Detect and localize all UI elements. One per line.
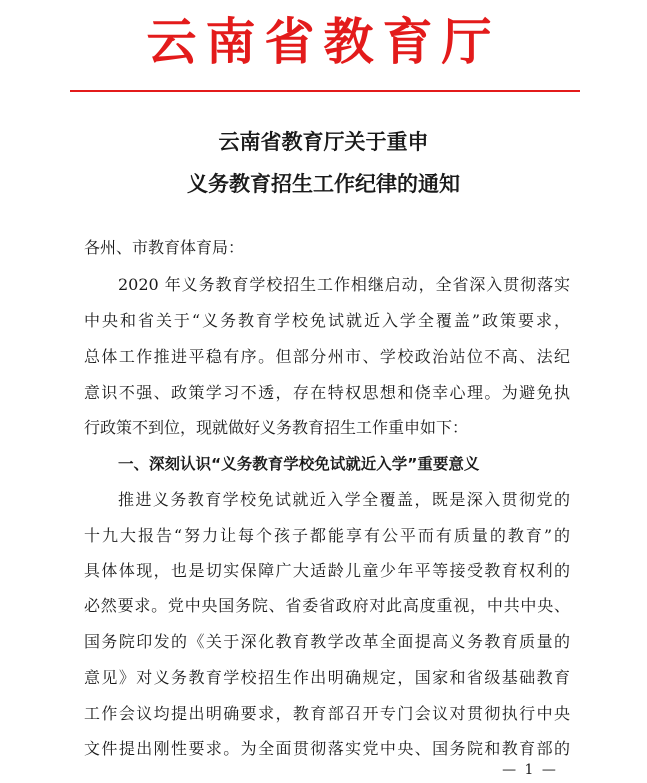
section-1-heading: 一、深刻认识“义务教育学校免试就近入学”重要意义	[118, 455, 480, 473]
red-separator-line	[70, 90, 580, 92]
paragraph-1-line: 总体工作推进平稳有序。但部分州市、学校政治站位不高、法纪	[84, 347, 570, 366]
paragraph-1-line: 意识不强、政策学习不透，存在特权思想和侥幸心理。为避免执	[84, 383, 570, 402]
paragraph-2-line: 必然要求。党中央国务院、省委省政府对此高度重视，中共中央、	[84, 596, 570, 615]
paragraph-2-line: 十九大报告“努力让每个孩子都能享有公平而有质量的教育”的	[84, 526, 570, 545]
paragraph-2-line: 国务院印发的《关于深化教育教学改革全面提高义务教育质量的	[84, 632, 570, 651]
document-title-line-1: 云南省教育厅关于重申	[218, 129, 429, 154]
paragraph-2-line: 推进义务教育学校免试就近入学全覆盖，既是深入贯彻党的	[118, 490, 570, 509]
document-title-line-2: 义务教育招生工作纪律的通知	[187, 171, 460, 196]
paragraph-2-line: 具体体现，也是切实保障广大适龄儿童少年平等接受教育权利的	[84, 561, 570, 580]
salutation: 各州、市教育体育局：	[84, 238, 245, 257]
paragraph-2-line: 工作会议均提出明确要求，教育部召开专门会议对贯彻执行中央	[84, 704, 570, 723]
page-number: — 1 —	[502, 762, 558, 778]
paragraph-1-line: 2020 年义务教育学校招生工作相继启动，全省深入贯彻落实	[118, 275, 570, 294]
paragraph-2-line: 意见》对义务教育学校招生作出明确规定，国家和省级基础教育	[84, 668, 570, 687]
paragraph-1-line: 行政策不到位，现就做好义务教育招生工作重申如下：	[84, 418, 469, 437]
issuing-authority-header: 云南省教育厅	[146, 12, 501, 71]
paragraph-1-line: 中央和省关于“义务教育学校免试就近入学全覆盖”政策要求，	[84, 311, 570, 330]
paragraph-2-line: 文件提出刚性要求。为全面贯彻落实党中央、国务院和教育部的	[84, 739, 570, 758]
